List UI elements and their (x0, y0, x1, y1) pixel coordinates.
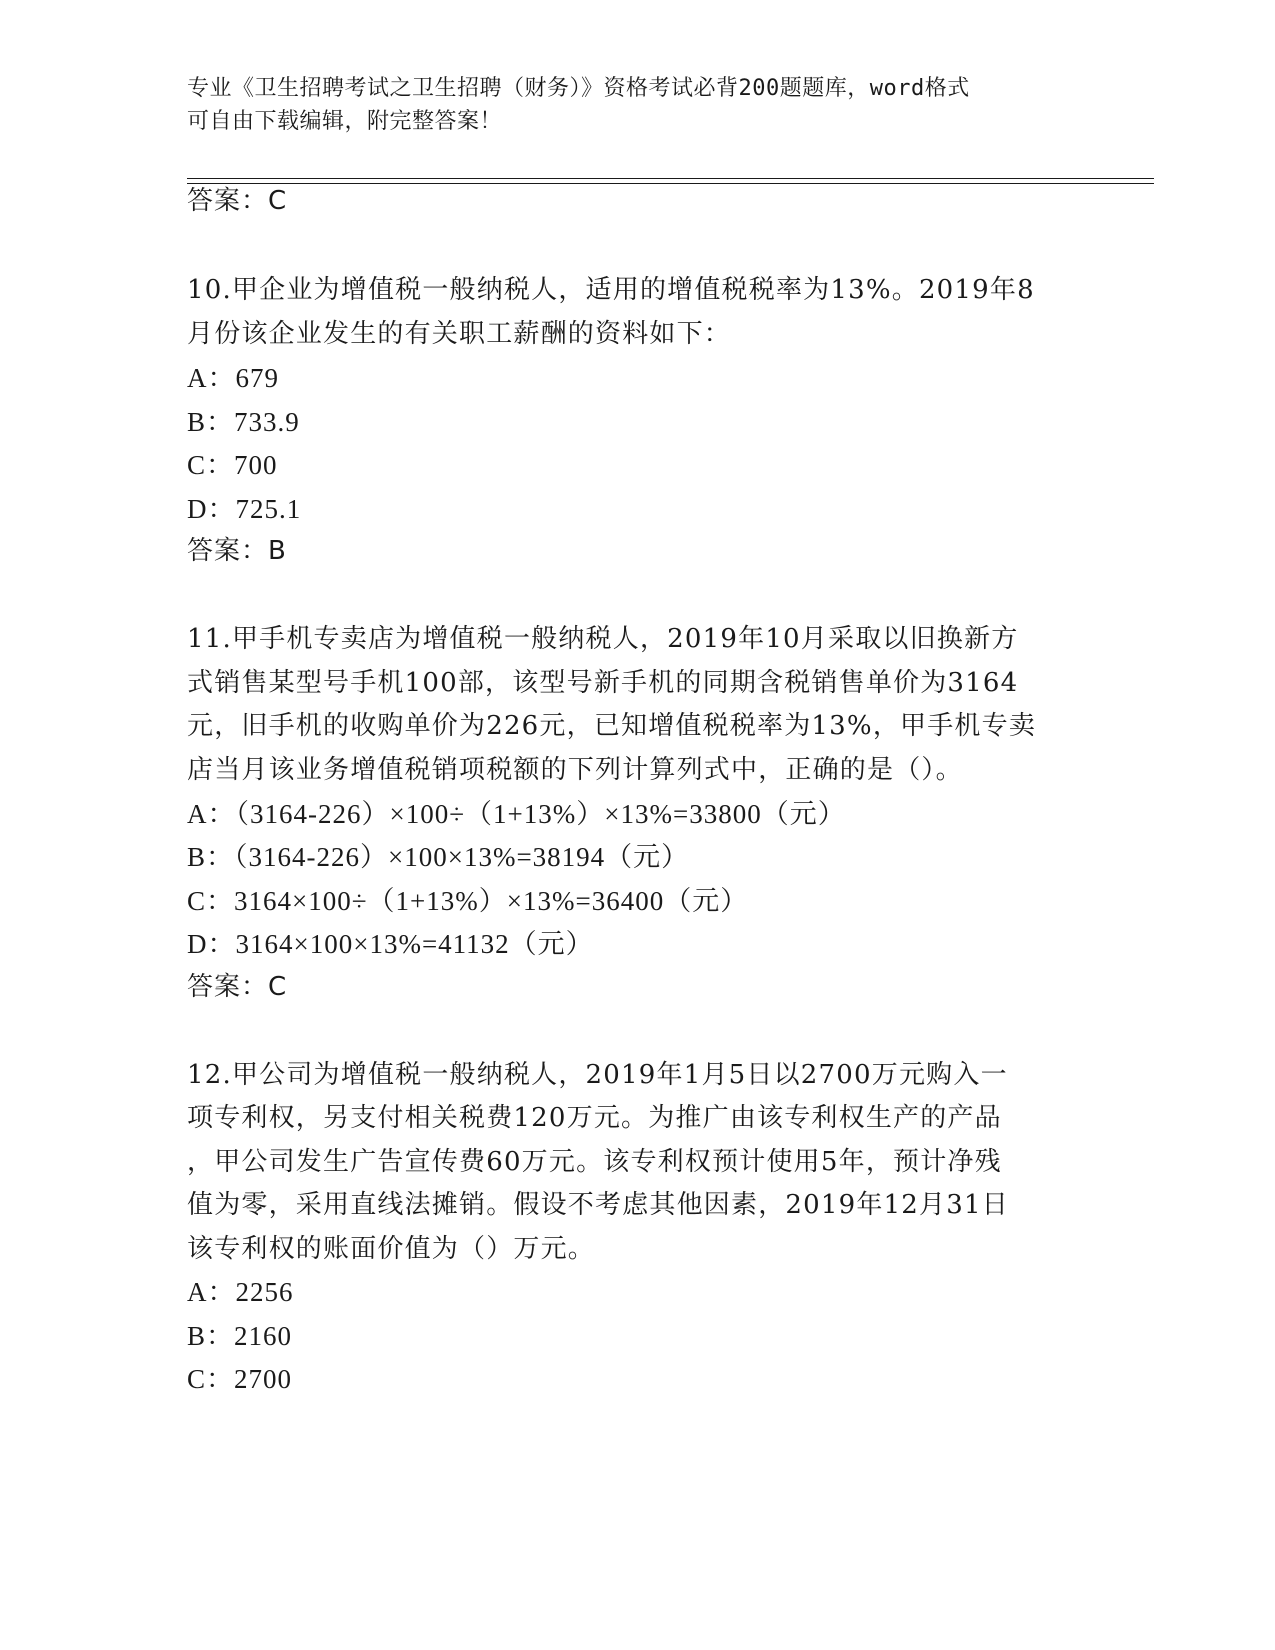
q11-option-c: C：3164×100÷（1+13%）×13%=36400（元） (187, 886, 749, 916)
q10-option-d: D：725.1 (187, 494, 302, 524)
q10-option-c: C：700 (187, 450, 278, 480)
q11-text-line-4: 店当月该业务增值税销项税额的下列计算列式中，正确的是（）。 (187, 755, 963, 785)
q11-text-line-3: 元，旧手机的收购单价为226元，已知增值税税率为13%，甲手机专卖 (187, 711, 1037, 741)
q11-answer: 答案：C (187, 972, 288, 1002)
q12-option-b: B：2160 (187, 1321, 293, 1351)
q11-option-a: A：（3164-226）×100÷（1+13%）×13%=33800（元） (187, 799, 846, 829)
q12-text-line-1: 12.甲公司为增值税一般纳税人，2019年1月5日以2700万元购入一 (187, 1060, 1008, 1090)
q10-text-line-1: 10.甲企业为增值税一般纳税人，适用的增值税税率为13%。2019年8 (187, 275, 1035, 305)
q11-option-d: D：3164×100×13%=41132（元） (187, 929, 594, 959)
q12-text-line-3: ，甲公司发生广告宣传费60万元。该专利权预计使用5年，预计净残 (187, 1147, 1002, 1177)
header-divider-top (187, 178, 1154, 179)
q12-text-line-5: 该专利权的账面价值为（）万元。 (187, 1234, 596, 1264)
header-line-2: 可自由下载编辑，附完整答案！ (187, 109, 503, 134)
q12-option-a: A：2256 (187, 1277, 294, 1307)
document-header (187, 72, 1067, 138)
header-line-1: 专业《卫生招聘考试之卫生招聘（财务）》资格考试必背200题题库，word格式 (187, 76, 970, 101)
q12-option-c: C：2700 (187, 1364, 293, 1394)
q10-option-a: A：679 (187, 363, 279, 393)
q10-answer: 答案：B (187, 536, 287, 566)
q11-text-line-2: 式销售某型号手机100部，该型号新手机的同期含税销售单价为3164 (187, 668, 1019, 698)
q12-text-line-2: 项专利权，另支付相关税费120万元。为推广由该专利权生产的产品 (187, 1103, 1002, 1133)
q12-text-line-4: 值为零，采用直线法摊销。假设不考虑其他因素，2019年12月31日 (187, 1190, 1009, 1220)
q11-text-line-1: 11.甲手机专卖店为增值税一般纳税人，2019年10月采取以旧换新方 (187, 624, 1019, 654)
q10-option-b: B：733.9 (187, 407, 300, 437)
q10-text-line-2: 月份该企业发生的有关职工薪酬的资料如下： (187, 319, 732, 349)
q11-option-b: B：（3164-226）×100×13%=38194（元） (187, 842, 690, 872)
previous-answer: 答案：C (187, 186, 288, 216)
header-divider-bottom (187, 183, 1154, 184)
